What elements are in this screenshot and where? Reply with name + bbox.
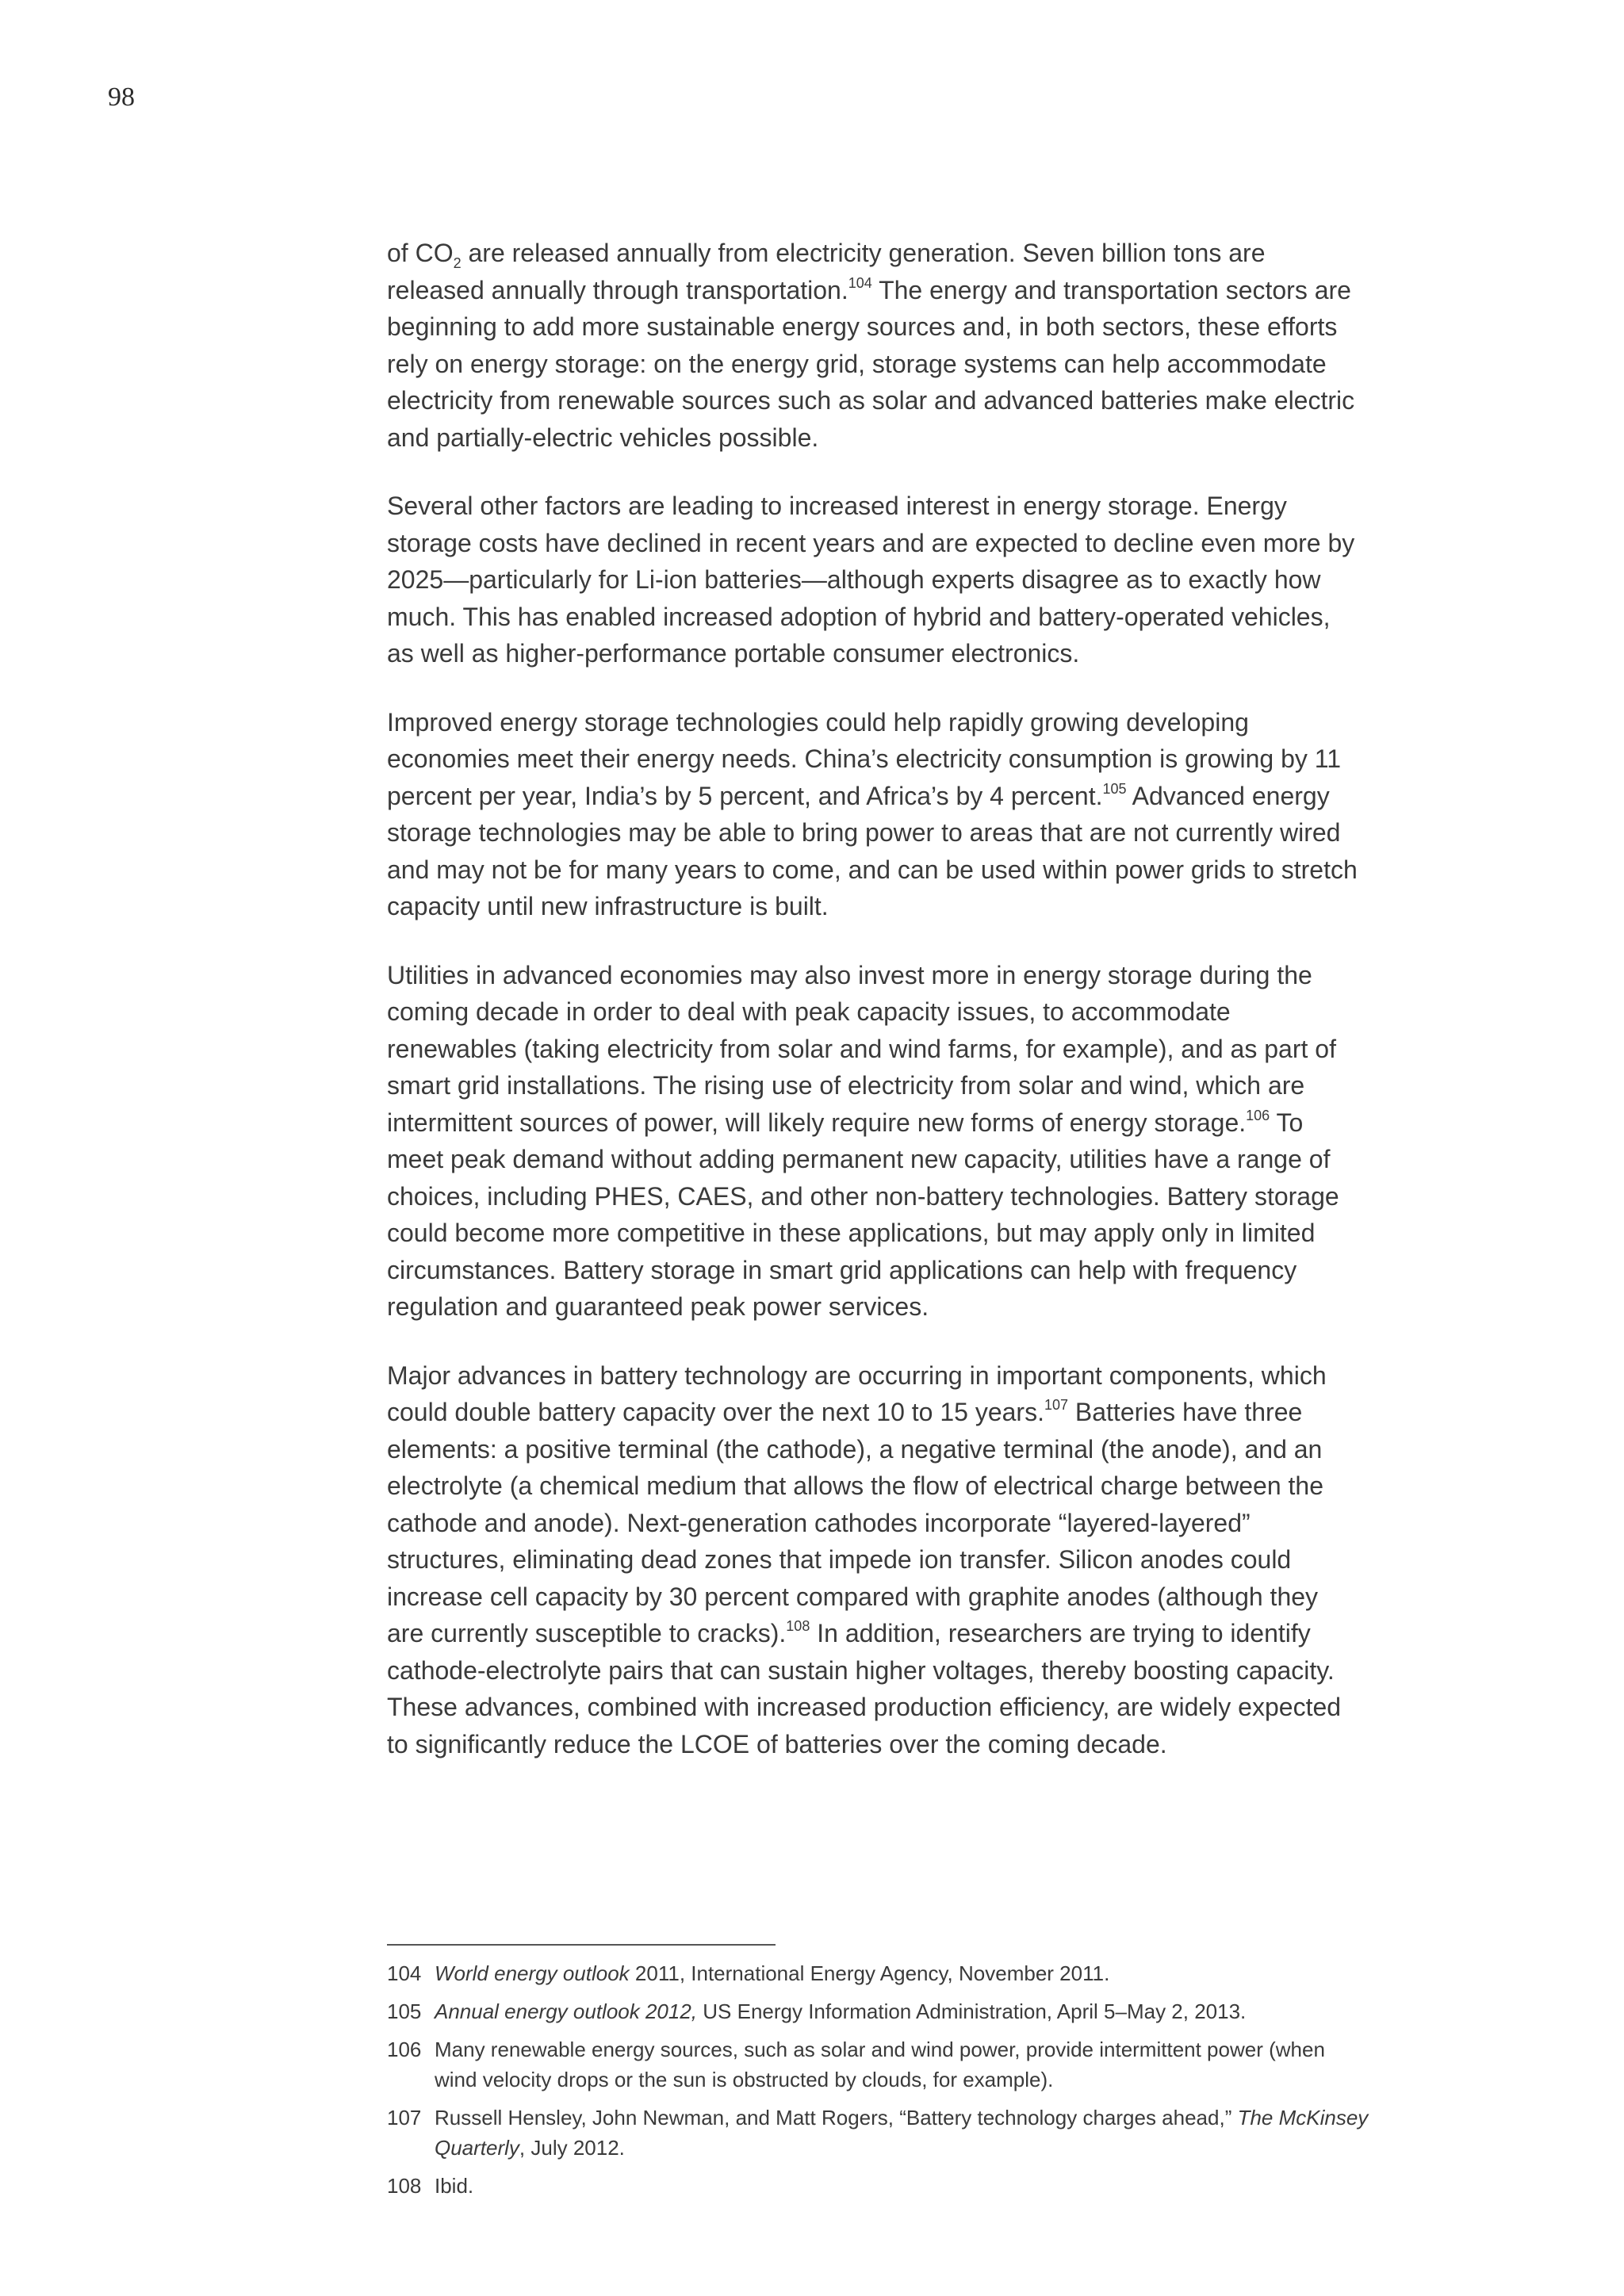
footnote-ref-107[interactable]: 107 bbox=[1044, 1397, 1068, 1413]
text-run: Batteries have three elements: a positive terminal (the cathode), a negative terminal (the anode), and an electrolyte (a chemical medium that allows the flow of electrical charge between the cathode and anode). Next-generation cathodes incorporate “layered-layered” structures, eliminating dead zones that impede ion transfer. Silicon anodes could increase cell capacity by 30 percent compared with graphite anodes (although they are currently susceptible to cracks). bbox=[387, 1398, 1324, 1647]
footnote-ref-108[interactable]: 108 bbox=[786, 1618, 810, 1634]
text-run: of CO bbox=[387, 239, 454, 267]
text-run: Major advances in battery technology are occurring in important components, which could double battery capacity over the next 10 to 15 years. bbox=[387, 1360, 1327, 1426]
text-run: Utilities in advanced economies may also invest more in energy storage during the coming decade in order to deal with peak capacity issues, to accommodate renewables (taking electricity from solar and wind farms, for example), and as part of smart grid installations. The rising use of electricity from solar and wind, which are intermittent sources of power, will likely require new forms of energy storage. bbox=[387, 960, 1336, 1137]
paragraph-co2-emissions bbox=[387, 235, 1361, 456]
text-run: In addition, researchers are trying to identify cathode-electrolyte pairs that can sustain higher voltages, thereby boosting capacity. These advances, combined with increased production efficiency, are widely expected to significantly reduce the LCOE of batteries over the coming decade. bbox=[387, 1619, 1342, 1758]
footnote-number: 106 bbox=[387, 2038, 422, 2061]
footnote-number: 105 bbox=[387, 1999, 422, 2023]
text-run: Improved energy storage technologies could help rapidly growing developing economies meet their energy needs. China’s electricity consumption is growing by 11 percent per year, India’s by 5 percent, and Africa’s by 4 percent. bbox=[387, 707, 1341, 810]
footnote-107 bbox=[387, 2103, 1370, 2163]
footnote-text bbox=[435, 1958, 1370, 1988]
footnote-text bbox=[435, 1996, 1370, 2026]
text-run: are released annually from electricity generation. Seven billion tons are released annually through transportation. bbox=[387, 239, 1266, 304]
footnote-108 bbox=[387, 2171, 1370, 2201]
text-run: 2011, International Energy Agency, November 2011. bbox=[629, 1961, 1110, 1985]
page-number: 98 bbox=[108, 82, 135, 112]
paragraph-developing-economies bbox=[387, 704, 1361, 925]
footnote-number: 107 bbox=[387, 2106, 422, 2130]
paragraph-battery-advances bbox=[387, 1357, 1361, 1763]
footnote-text: Many renewable energy sources, such as solar and wind power, provide intermittent power (when wind velocity drops or the sun is obstructed by clouds, for example). bbox=[435, 2038, 1325, 2091]
footnotes bbox=[387, 1958, 1370, 2209]
footnote-ref-104[interactable]: 104 bbox=[848, 274, 872, 291]
footnote-italic: World energy outlook bbox=[435, 1961, 630, 1985]
footnote-number: 108 bbox=[387, 2174, 422, 2198]
footnote-106 bbox=[387, 2034, 1370, 2095]
text-run: The energy and transportation sectors are beginning to add more sustainable energy sources and, in both sectors, these efforts rely on energy storage: on the energy grid, storage systems can help accommodate electricity from renewable sources such as solar and advanced batteries make electric and partially-electric vehicles possible. bbox=[387, 275, 1355, 452]
footnote-ref-105[interactable]: 105 bbox=[1102, 780, 1127, 797]
text-run: To meet peak demand without adding permanent new capacity, utilities have a range of choices, including PHES, CAES, and other non-battery technologies. Battery storage could become more competitive in these applications, but may apply only in limited circumstances. Battery storage in smart grid applications can help with frequency regulation and guaranteed peak power services. bbox=[387, 1108, 1339, 1321]
footnote-text: Ibid. bbox=[435, 2174, 474, 2198]
footnote-number: 104 bbox=[387, 1961, 422, 1985]
footnote-divider bbox=[387, 1944, 776, 1946]
footnote-italic: Annual energy outlook 2012, bbox=[435, 1999, 698, 2023]
footnote-italic: The McKinsey Quarterly bbox=[435, 2106, 1369, 2160]
footnote-104 bbox=[387, 1958, 1370, 1988]
footnote-text bbox=[435, 2103, 1370, 2163]
footnote-105 bbox=[387, 1996, 1370, 2026]
text-run: Russell Hensley, John Newman, and Matt Rogers, “Battery technology charges ahead,” bbox=[435, 2106, 1238, 2130]
paragraph-utilities bbox=[387, 957, 1361, 1326]
text-run: US Energy Information Administration, April 5–May 2, 2013. bbox=[697, 1999, 1247, 2023]
paragraph-storage-costs: Several other factors are leading to increased interest in energy storage. Energy storage costs have declined in recent years and are expected to decline even more by 2025—particularly for Li-ion batteries—although experts disagree as to exactly how much. This has enabled increased adoption of hybrid and battery-operated vehicles, as well as higher-performance portable consumer electronics. bbox=[387, 492, 1355, 668]
text-run: Advanced energy storage technologies may be able to bring power to areas that are not currently wired and may not be for many years to come, and can be used within power grids to stretch capacity until new infrastructure is built. bbox=[387, 781, 1358, 920]
text-run: , July 2012. bbox=[519, 2136, 625, 2160]
subscript: 2 bbox=[453, 255, 462, 271]
body-text bbox=[387, 235, 1361, 1794]
footnote-ref-106[interactable]: 106 bbox=[1246, 1107, 1270, 1123]
